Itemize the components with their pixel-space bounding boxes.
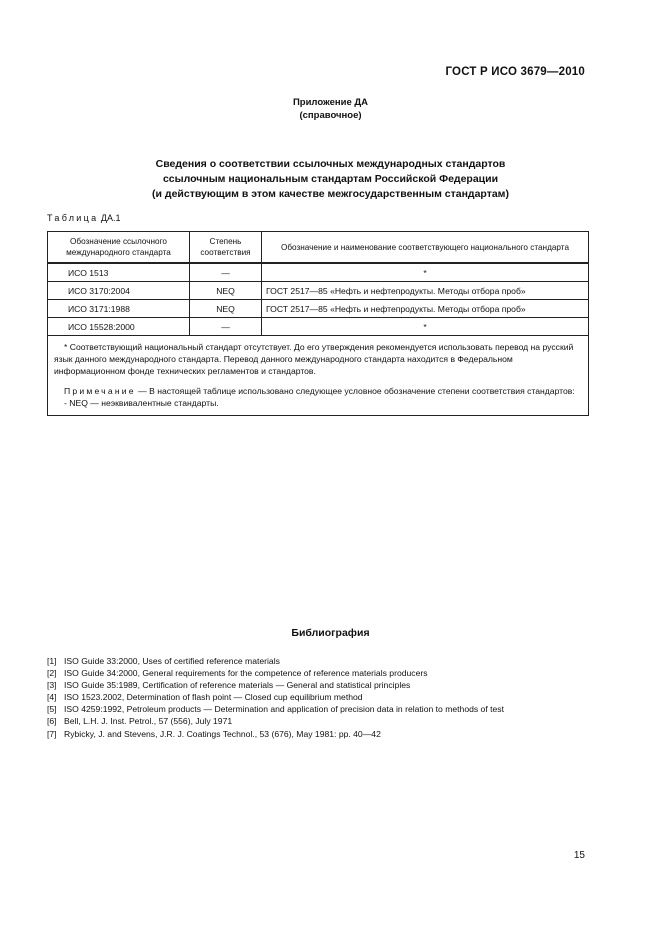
cell-national: ГОСТ 2517—85 «Нефть и нефтепродукты. Методы отбора проб»	[262, 300, 589, 318]
bibliography-number: [2]	[47, 668, 57, 679]
annex-title: Приложение ДА	[292, 97, 369, 108]
table-row	[48, 300, 589, 318]
cell-degree: NEQ	[190, 300, 262, 318]
cell-national: *	[262, 318, 589, 336]
table-row	[48, 263, 589, 282]
correspondence-table	[47, 231, 589, 416]
table-header-row	[48, 232, 589, 264]
bibliography-text: ISO Guide 33:2000, Uses of certified reference materials	[64, 656, 280, 666]
table-footnote: * Соответствующий национальный стандарт отсутствует. До его утверждения рекомендуется использовать перевод на русский язык данного международного стандарта. Перевод данного международного стандарта находится в Федеральном информационном фонде технических регламентов и стандартов.	[54, 342, 574, 376]
table-notes-cell	[48, 336, 589, 416]
cell-national: ГОСТ 2517—85 «Нефть и нефтепродукты. Методы отбора проб»	[262, 282, 589, 300]
bibliography-item	[47, 655, 607, 667]
bibliography-number: [4]	[47, 692, 57, 703]
document-title-line-3: (и действующим в этом качестве межгосударственным стандартам)	[152, 188, 509, 200]
standard-code: ГОСТ Р ИСО 3679—2010	[445, 66, 585, 78]
cell-degree: NEQ	[190, 282, 262, 300]
bibliography-item	[47, 715, 607, 727]
bibliography-number: [3]	[47, 680, 57, 691]
note-label: Примечание	[64, 386, 136, 396]
note-item: - NEQ — неэквивалентные стандарты.	[64, 398, 219, 408]
document-title-line-2: ссылочным национальным стандартам Российской Федерации	[162, 173, 499, 185]
table-note	[54, 385, 582, 397]
document-title-line-1: Сведения о соответствии ссылочных международных стандартов	[155, 158, 506, 170]
bibliography-number: [1]	[47, 656, 57, 666]
bibliography-item	[47, 679, 607, 691]
table-notes-row	[48, 336, 589, 416]
bibliography-text: ISO Guide 35:1989, Certification of reference materials — General and statistical principles	[64, 680, 411, 691]
bibliography-text: ISO Guide 34:2000, General requirements for the competence of reference materials producers	[64, 668, 428, 679]
bibliography-number: [6]	[47, 716, 57, 727]
header-intl-standard: Обозначение ссылочного международного стандарта	[48, 232, 190, 264]
bibliography-item	[47, 728, 607, 740]
bibliography-number: [7]	[47, 728, 57, 739]
page-number: 15	[573, 850, 585, 861]
cell-national: *	[262, 263, 589, 282]
table-label-word: Таблица	[47, 213, 99, 223]
cell-intl: ИСО 15528:2000	[48, 318, 190, 336]
header-national-standard: Обозначение и наименование соответствующего национального стандарта	[262, 232, 589, 264]
table-row	[48, 318, 589, 336]
bibliography-text: Rybicky, J. and Stevens, J.R. J. Coatings Technol., 53 (676), May 1981: pp. 40—42	[64, 728, 381, 739]
cell-intl: ИСО 3170:2004	[48, 282, 190, 300]
bibliography-item	[47, 691, 607, 703]
bibliography-text: ISO 1523.2002, Determination of flash point — Closed cup equilibrium method	[64, 692, 363, 703]
bibliography-item	[47, 667, 607, 679]
header-degree: Степень соответствия	[190, 232, 262, 264]
cell-degree: —	[190, 263, 262, 282]
cell-intl: ИСО 1513	[48, 263, 190, 282]
bibliography-title: Библиография	[291, 627, 370, 639]
annex-subtitle: (справочное)	[299, 110, 362, 121]
note-text: — В настоящей таблице использовано следующее условное обозначение степени соответствия стандартов:	[138, 386, 575, 396]
bibliography-text: Bell, L.H. J. Inst. Petrol., 57 (556), July 1971	[64, 716, 233, 727]
table-row	[48, 282, 589, 300]
bibliography-number: [5]	[47, 704, 57, 715]
cell-intl: ИСО 3171:1988	[48, 300, 190, 318]
table-label-number: ДА.1	[100, 213, 121, 223]
bibliography-text: ISO 4259:1992, Petroleum products — Determination and application of precision data in relation to methods of test	[64, 704, 504, 715]
cell-degree: —	[190, 318, 262, 336]
bibliography-item	[47, 703, 607, 715]
table-label	[47, 213, 121, 223]
bibliography-list	[47, 655, 607, 740]
